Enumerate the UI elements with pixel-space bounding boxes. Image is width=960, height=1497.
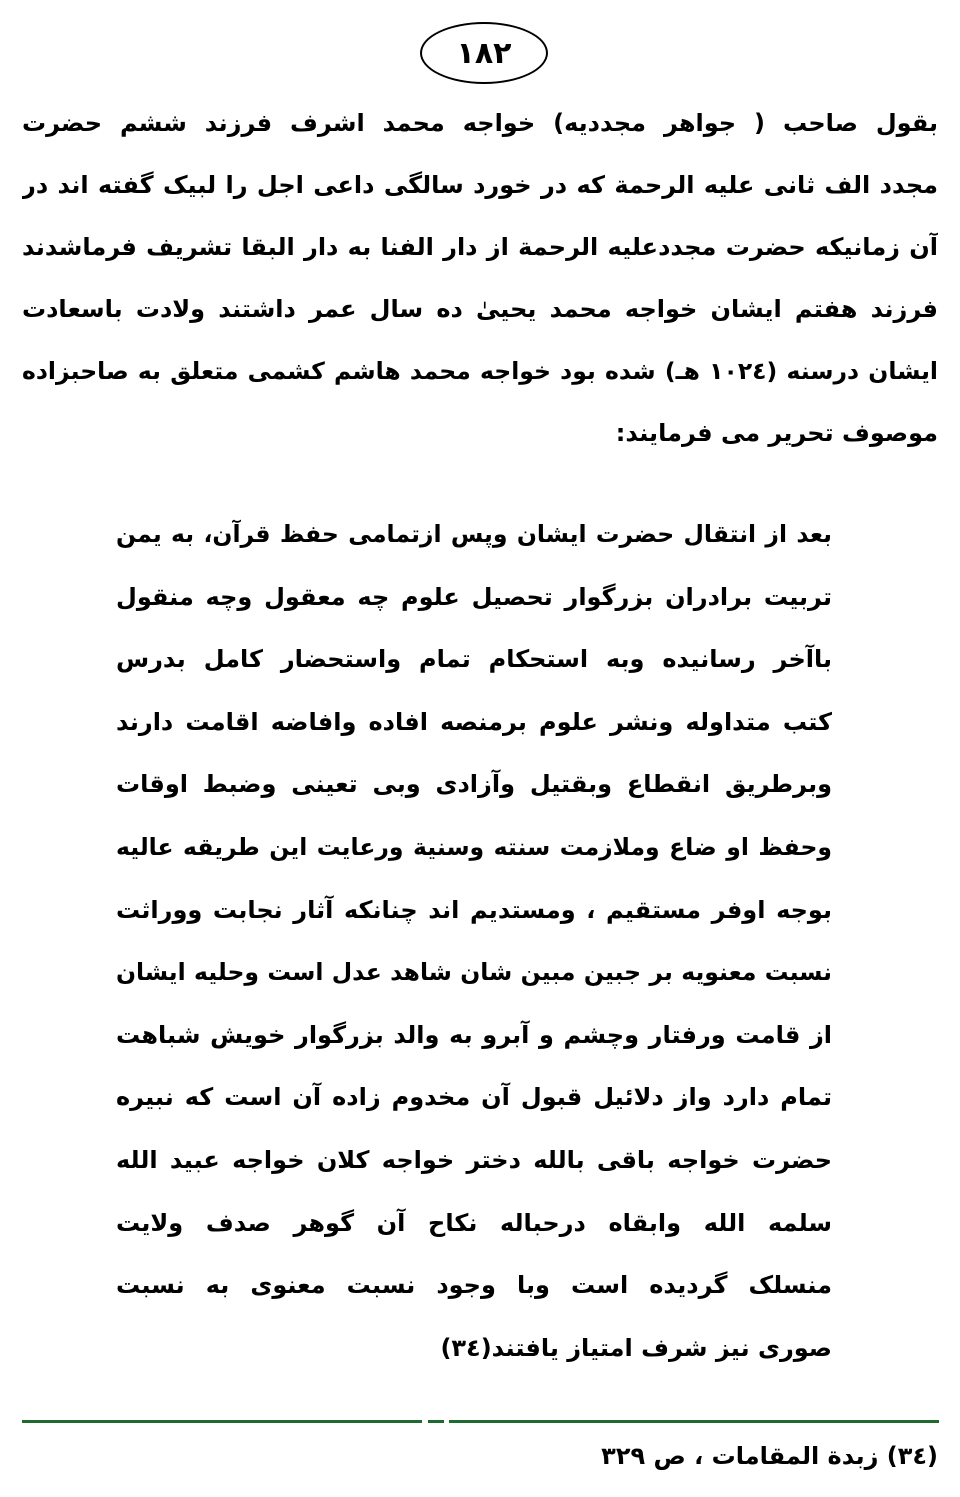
quotation-block xyxy=(116,503,832,1379)
intro-line: موصوف تحریر می فرمایند: xyxy=(615,419,938,447)
intro-paragraph xyxy=(22,92,938,464)
intro-line: فرزند هفتم ایشان خواجه محمد یحییٰ ده سال عمر داشتند ولادت باسعادت xyxy=(22,295,938,323)
quote-line: تربیت برادران بزرگوار تحصیل علوم چه معقول وچه منقول xyxy=(116,582,832,611)
quote-line: بوجه اوفر مستقیم ، ومستدیم اند چنانکه آثار نجابت ووراثت xyxy=(116,895,832,924)
quote-line: کتب متداوله ونشر علوم برمنصه افاده وافاضه اقامت دارند xyxy=(116,707,832,736)
intro-line: آن زمانیکه حضرت مجددعلیه الرحمة از دار الفنا به دار البقا تشریف فرماشدند xyxy=(22,233,938,261)
footnote: (٣٤) زبدة المقامات ، ص ٣٢٩ xyxy=(601,1442,938,1470)
quote-line: منسلک گردیده است وبا وجود نسبت معنوی به نسبت xyxy=(116,1271,832,1300)
footnote-divider xyxy=(449,1420,939,1423)
quote-line: وبرطریق انقطاع وبقتیل وآزادی وبی تعینی وضبط اوقات xyxy=(116,770,832,799)
intro-line: بقول صاحب ( جواهر مجددیه) خواجه محمد اشرف فرزند ششم حضرت xyxy=(22,109,938,137)
quote-line: حضرت خواجه باقی بالله دختر خواجه کلان خواجه عبید الله xyxy=(116,1145,832,1174)
quote-line: بعد از انتقال حضرت ایشان وپس ازتمامی حفظ قرآن، به یمن xyxy=(116,520,832,548)
quote-line: سلمه الله وابقاه درحباله نکاح آن گوهر صدف ولایت xyxy=(116,1208,832,1237)
quote-line: صوری نیز شرف امتیاز یافتند(٣٤) xyxy=(440,1333,832,1362)
quote-line: نسبت معنویه بر جبین مبین شان شاهد عدل است وحلیه ایشان xyxy=(116,958,832,987)
page-number: ١٨٢ xyxy=(420,22,548,84)
intro-line: مجدد الف ثانی علیه الرحمة که در خورد سالگی داعی اجل را لبیک گفته اند در xyxy=(22,171,938,199)
footnote-divider xyxy=(428,1420,444,1423)
quote-line: از قامت ورفتار وچشم و آبرو به والد بزرگوار خویش شباهت xyxy=(116,1020,832,1049)
quote-line: تمام دارد واز دلائیل قبول آن مخدوم زاده آن است که نبیره xyxy=(116,1083,832,1112)
footnote-divider xyxy=(22,1420,422,1423)
quote-line: باآخر رسانیده وبه استحکام تمام واستحضار کامل بدرس xyxy=(116,645,832,674)
quote-line: وحفظ او ضاع وملازمت سنته وسنیة ورعایت این طریقه عالیه xyxy=(116,832,832,861)
intro-line: ایشان درسنه (١٠٢٤ هـ) شده بود خواجه محمد هاشم کشمی متعلق به صاحبزاده xyxy=(22,357,938,385)
